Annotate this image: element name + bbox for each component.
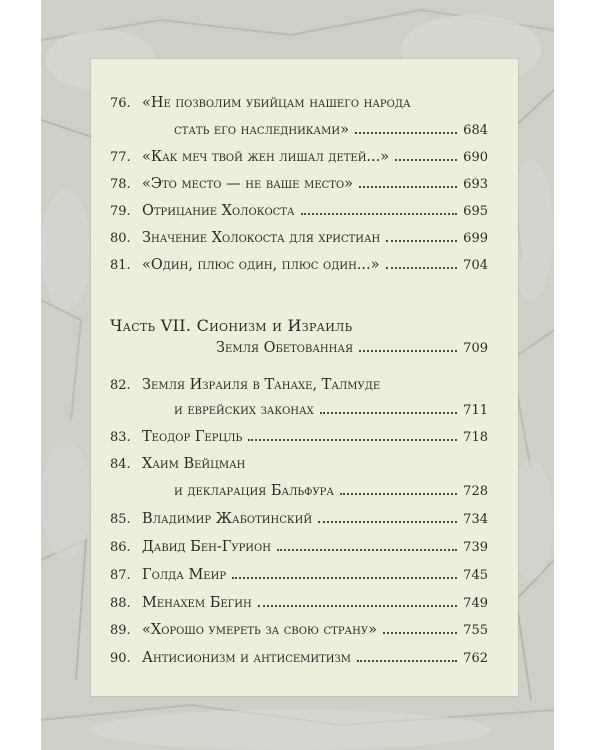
part-subtitle: Земля Обетованная bbox=[216, 340, 354, 356]
entry-number: 88. bbox=[110, 596, 131, 611]
dot-leader bbox=[386, 240, 457, 242]
entry-title: Хаим Вейцман bbox=[142, 456, 246, 472]
entry-title: Теодор Герцль bbox=[142, 429, 243, 445]
entry-title: Голда Меир bbox=[142, 567, 227, 583]
toc-entry bbox=[110, 149, 488, 169]
entry-number: 78. bbox=[110, 177, 131, 192]
entry-title-continued: и декларация Бальфура bbox=[174, 483, 334, 499]
dot-leader bbox=[355, 132, 457, 134]
dot-leader bbox=[395, 159, 457, 161]
entry-title: Менахем Бегин bbox=[142, 595, 252, 611]
dot-leader bbox=[383, 632, 457, 634]
page-number: 684 bbox=[463, 123, 488, 138]
entry-number: 80. bbox=[110, 231, 131, 246]
toc-entry bbox=[110, 176, 488, 196]
entry-title: Владимир Жаботинский bbox=[142, 511, 313, 527]
page-number: 762 bbox=[463, 651, 488, 666]
page-number: 755 bbox=[463, 623, 488, 638]
toc-entry bbox=[110, 595, 488, 615]
page-number: 690 bbox=[463, 150, 488, 165]
entry-title: Давид Бен-Гурион bbox=[142, 539, 271, 555]
page-number: 745 bbox=[463, 568, 488, 583]
dot-leader bbox=[386, 267, 458, 269]
dot-leader bbox=[340, 493, 457, 495]
dot-leader bbox=[258, 605, 457, 607]
dot-leader bbox=[318, 521, 457, 523]
entry-title: Отрицание Холокоста bbox=[142, 203, 295, 219]
page-number: 739 bbox=[463, 540, 488, 555]
entry-number: 85. bbox=[110, 512, 131, 527]
entry-title: Антисионизм и антисемитизм bbox=[142, 650, 351, 666]
toc-entry bbox=[110, 257, 488, 277]
entry-number: 84. bbox=[110, 457, 131, 472]
page-number: 709 bbox=[463, 341, 488, 356]
toc-entry bbox=[110, 203, 488, 223]
dot-leader bbox=[320, 412, 457, 414]
entry-title: «Это место — не ваше место» bbox=[142, 176, 354, 192]
part-heading: Часть VII. Сионизм и Израиль bbox=[110, 316, 353, 335]
entry-title: «Не позволим убийцам нашего народа bbox=[142, 95, 411, 111]
toc-entry bbox=[110, 377, 488, 397]
toc-entry-continuation bbox=[174, 483, 488, 503]
entry-number: 86. bbox=[110, 540, 131, 555]
entry-number: 79. bbox=[110, 204, 131, 219]
dot-leader bbox=[232, 577, 457, 579]
page-number: 728 bbox=[463, 484, 488, 499]
toc-entry bbox=[110, 511, 488, 531]
entry-number: 82. bbox=[110, 378, 131, 393]
entry-number: 87. bbox=[110, 568, 131, 583]
entry-title: Земля Израиля в Танахе, Талмуде bbox=[142, 377, 381, 393]
entry-number: 83. bbox=[110, 430, 131, 445]
dot-leader bbox=[248, 439, 457, 441]
page-number: 734 bbox=[463, 512, 488, 527]
dot-leader bbox=[357, 660, 457, 662]
entry-number: 89. bbox=[110, 623, 131, 638]
entry-title-continued: стать его наследниками» bbox=[174, 122, 349, 138]
toc-entry bbox=[110, 429, 488, 449]
page-number: 693 bbox=[463, 177, 488, 192]
page-number: 704 bbox=[463, 258, 488, 273]
entry-title: «Один, плюс один, плюс один...» bbox=[142, 257, 380, 273]
dot-leader bbox=[359, 186, 457, 188]
entry-title: Значение Холокоста для христиан bbox=[142, 230, 381, 246]
part-subtitle-row bbox=[216, 340, 488, 360]
entry-title: «Хорошо умереть за свою страну» bbox=[142, 622, 377, 638]
entry-title: «Как меч твой жен лишал детей...» bbox=[142, 149, 390, 165]
toc-entry bbox=[110, 539, 488, 559]
toc-entry bbox=[110, 456, 488, 476]
toc-entry bbox=[110, 567, 488, 587]
page-number: 695 bbox=[463, 204, 488, 219]
dot-leader bbox=[301, 213, 458, 215]
entry-number: 81. bbox=[110, 258, 131, 273]
toc-entry bbox=[110, 622, 488, 642]
entry-number: 90. bbox=[110, 651, 131, 666]
page-number: 711 bbox=[463, 403, 488, 418]
entry-title-continued: и еврейских законах bbox=[174, 402, 314, 418]
toc-entry-continuation bbox=[174, 122, 488, 142]
toc-entry bbox=[110, 95, 488, 115]
page-number: 718 bbox=[463, 430, 488, 445]
toc-entry-continuation bbox=[174, 402, 488, 422]
toc-entry bbox=[110, 650, 488, 670]
entry-number: 76. bbox=[110, 96, 131, 111]
dot-leader bbox=[277, 549, 457, 551]
page-number: 699 bbox=[463, 231, 488, 246]
toc-entry bbox=[110, 230, 488, 250]
dot-leader bbox=[359, 350, 457, 352]
page-number: 749 bbox=[463, 596, 488, 611]
entry-number: 77. bbox=[110, 150, 131, 165]
